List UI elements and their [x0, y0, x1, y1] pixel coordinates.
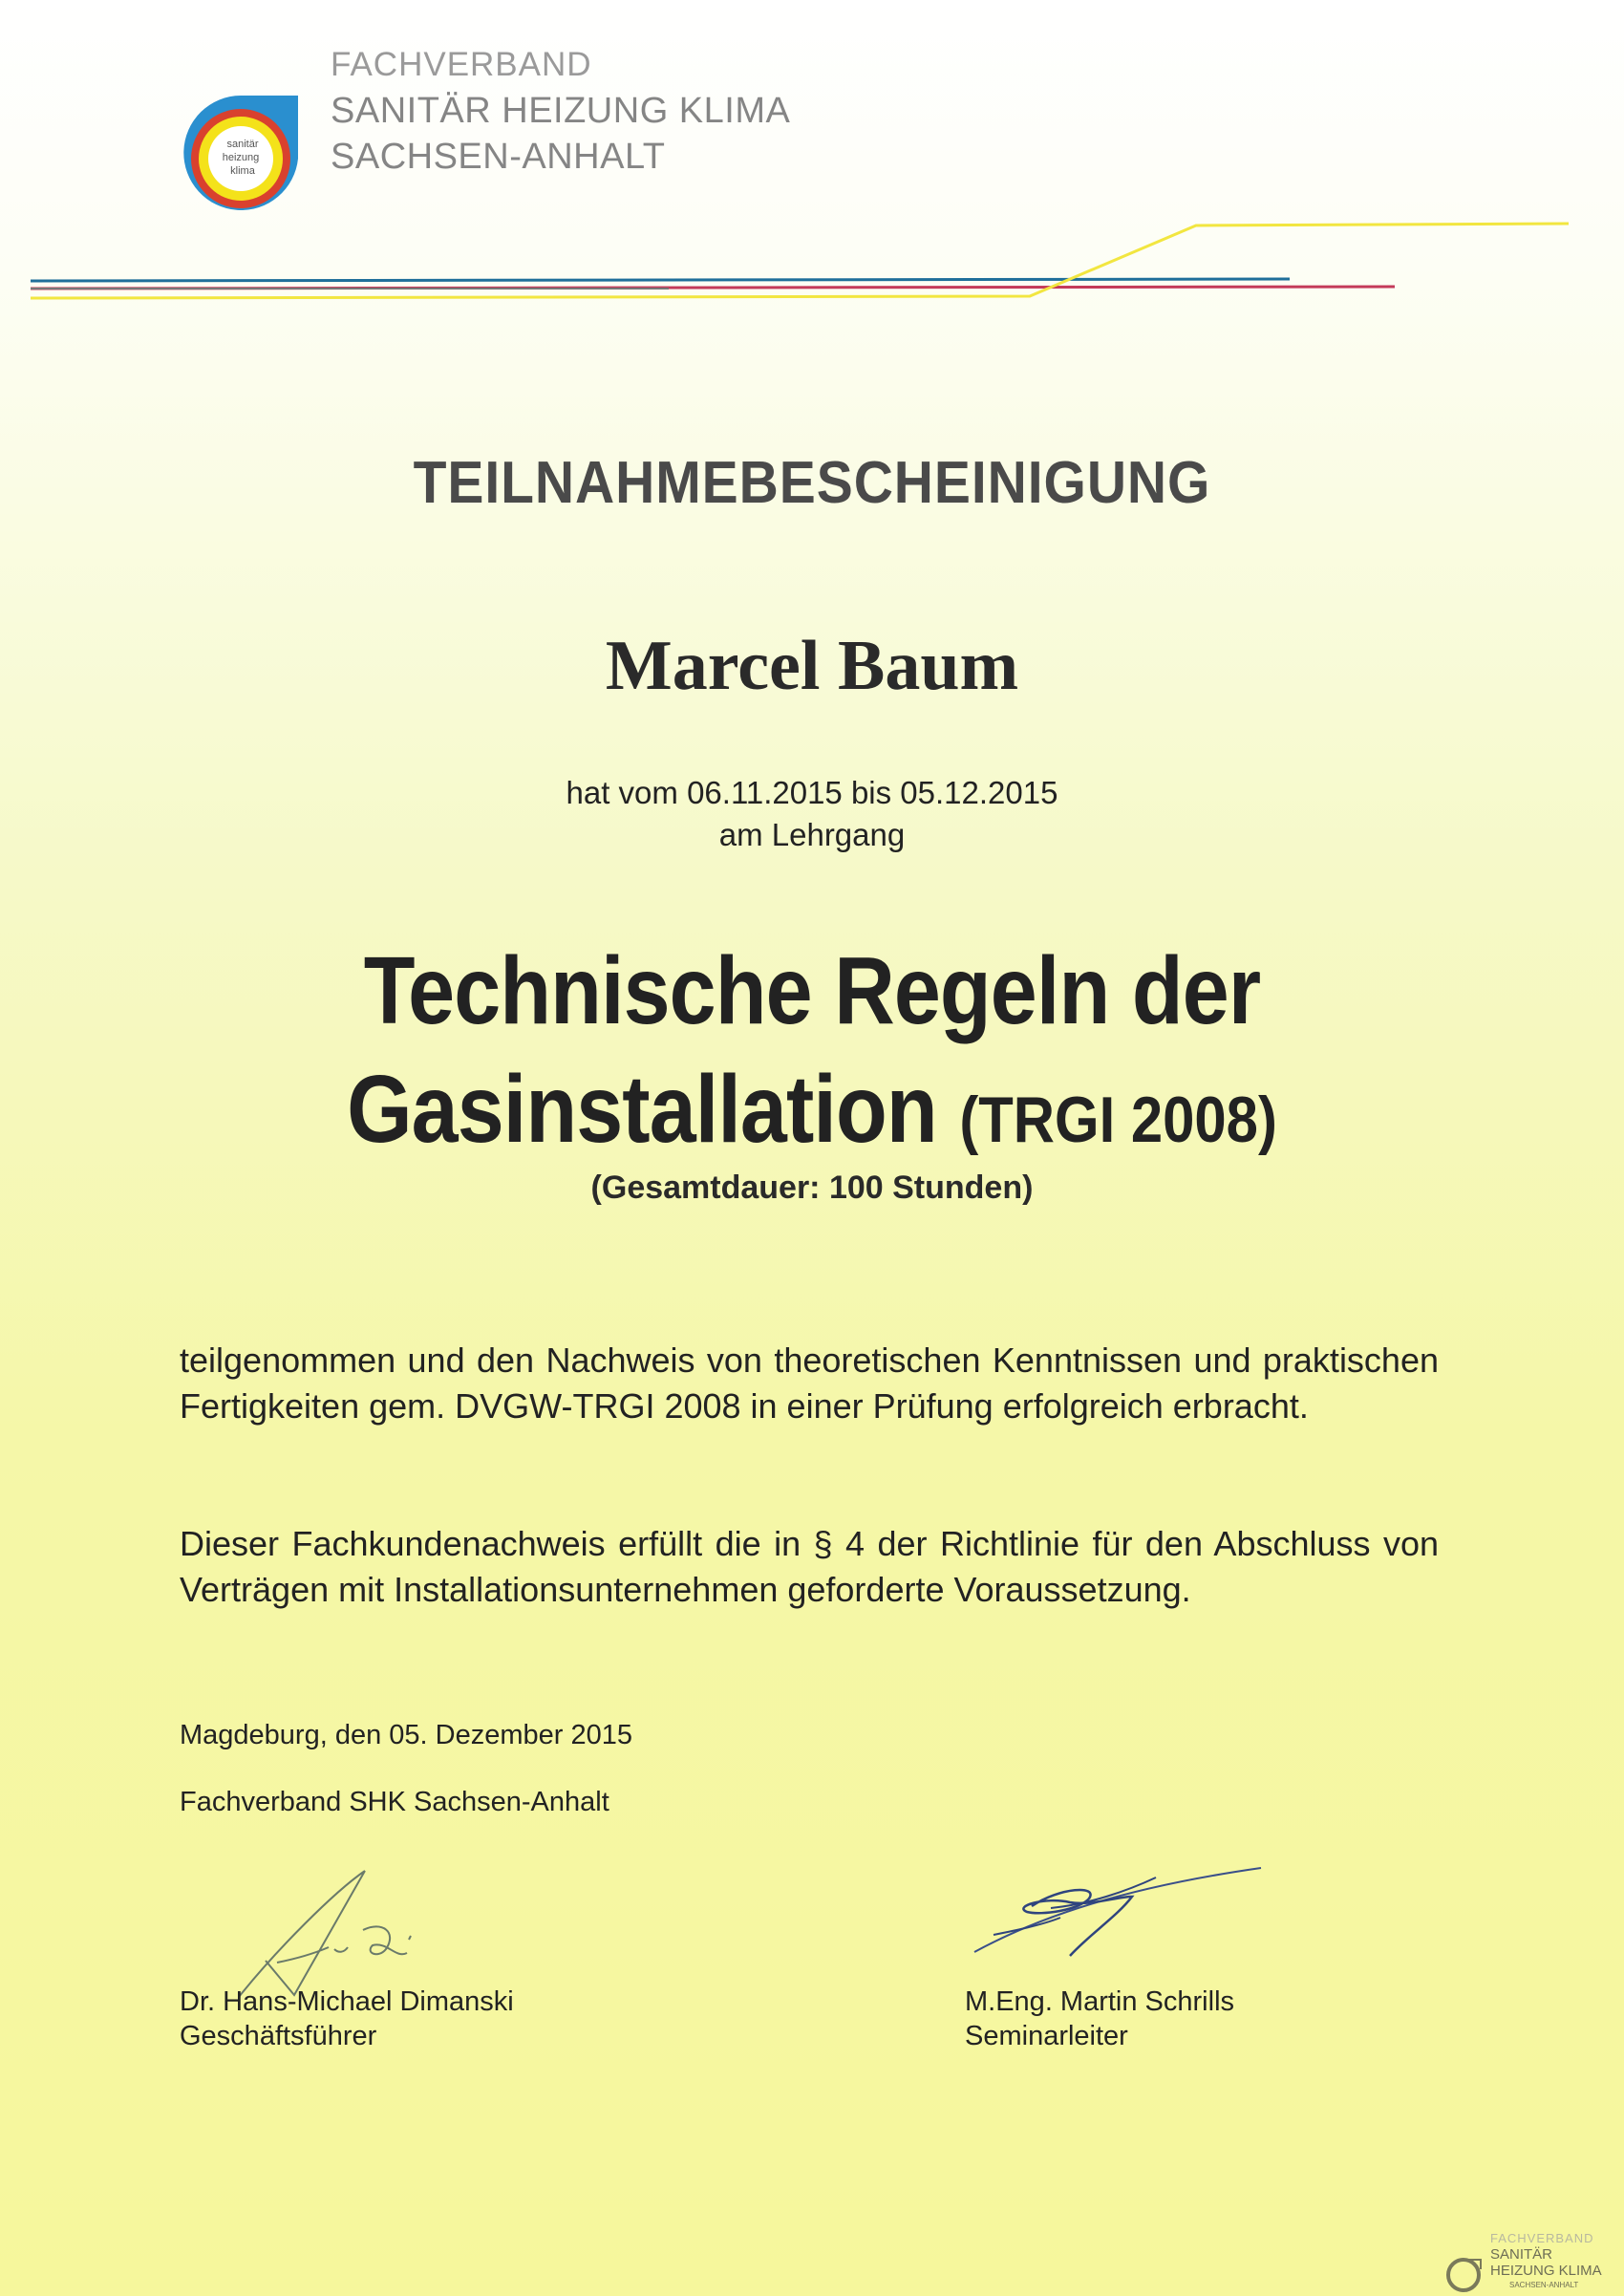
svg-text:heizung: heizung — [222, 152, 260, 163]
signatory-1 — [180, 1985, 514, 2053]
period-label: am Lehrgang — [718, 817, 906, 852]
course-period — [0, 772, 1624, 856]
org-line-2: SANITÄR HEIZUNG KLIMA — [331, 91, 791, 131]
period-dates: hat vom 06.11.2015 bis 05.12.2015 — [566, 775, 1058, 810]
signatory-2-role: Seminarleiter — [965, 2021, 1128, 2051]
course-title-line-1: Technische Regeln der — [363, 937, 1261, 1044]
place-and-date: Magdeburg, den 05. Dezember 2015 — [180, 1720, 632, 1750]
signatory-2 — [965, 1985, 1234, 2053]
org-line-1: FACHVERBAND — [331, 46, 592, 83]
decorative-header-lines — [0, 210, 1624, 315]
footer-logo-icon — [1444, 2256, 1486, 2294]
achievement-paragraph: teilgenommen und den Nachweis von theoretischen Kenntnissen und praktischen Fertigkeiten gem. DVGW-TRGI 2008 in einer Prüfung erfolgreich erbracht. — [180, 1341, 1439, 1426]
qualification-paragraph: Dieser Fachkundenachweis erfüllt die in § 4 der Richtlinie für den Abschluss von Verträgen mit Installationsunternehmen geforderte Voraussetzung. — [180, 1524, 1439, 1609]
footer-org-line-4: SACHSEN-ANHALT — [1509, 2281, 1579, 2289]
recipient-name: Marcel Baum — [605, 627, 1019, 705]
signatory-1-name: Dr. Hans-Michael Dimanski — [180, 1986, 514, 2017]
signature-schrills-icon — [955, 1849, 1280, 1973]
footer-org-line-1: FACHVERBAND — [1490, 2231, 1594, 2245]
course-code: (TRGI 2008) — [959, 1084, 1277, 1156]
course-title — [97, 932, 1527, 1179]
org-line-3: SACHSEN-ANHALT — [331, 137, 666, 177]
signature-dimanski-icon — [220, 1854, 459, 2006]
course-duration: (Gesamtdauer: 100 Stunden) — [590, 1169, 1034, 1206]
course-title-main: Gasinstallation — [347, 1056, 937, 1163]
association-logo-icon — [180, 92, 302, 216]
footer-logo — [1442, 2231, 1624, 2296]
course-title-line-2 — [97, 1050, 1527, 1179]
footer-org-line-2: SANITÄR — [1490, 2246, 1553, 2263]
organization-name — [331, 42, 790, 180]
svg-text:sanitär: sanitär — [226, 139, 259, 150]
svg-text:klima: klima — [230, 165, 255, 177]
signatory-1-role: Geschäftsführer — [180, 2021, 377, 2051]
signatory-2-name: M.Eng. Martin Schrills — [965, 1986, 1235, 2017]
footer-org-line-3: HEIZUNG KLIMA — [1490, 2263, 1602, 2279]
certificate-title: TEILNAHMEBESCHEINIGUNG — [413, 450, 1211, 516]
issuing-organization: Fachverband SHK Sachsen-Anhalt — [180, 1787, 609, 1817]
